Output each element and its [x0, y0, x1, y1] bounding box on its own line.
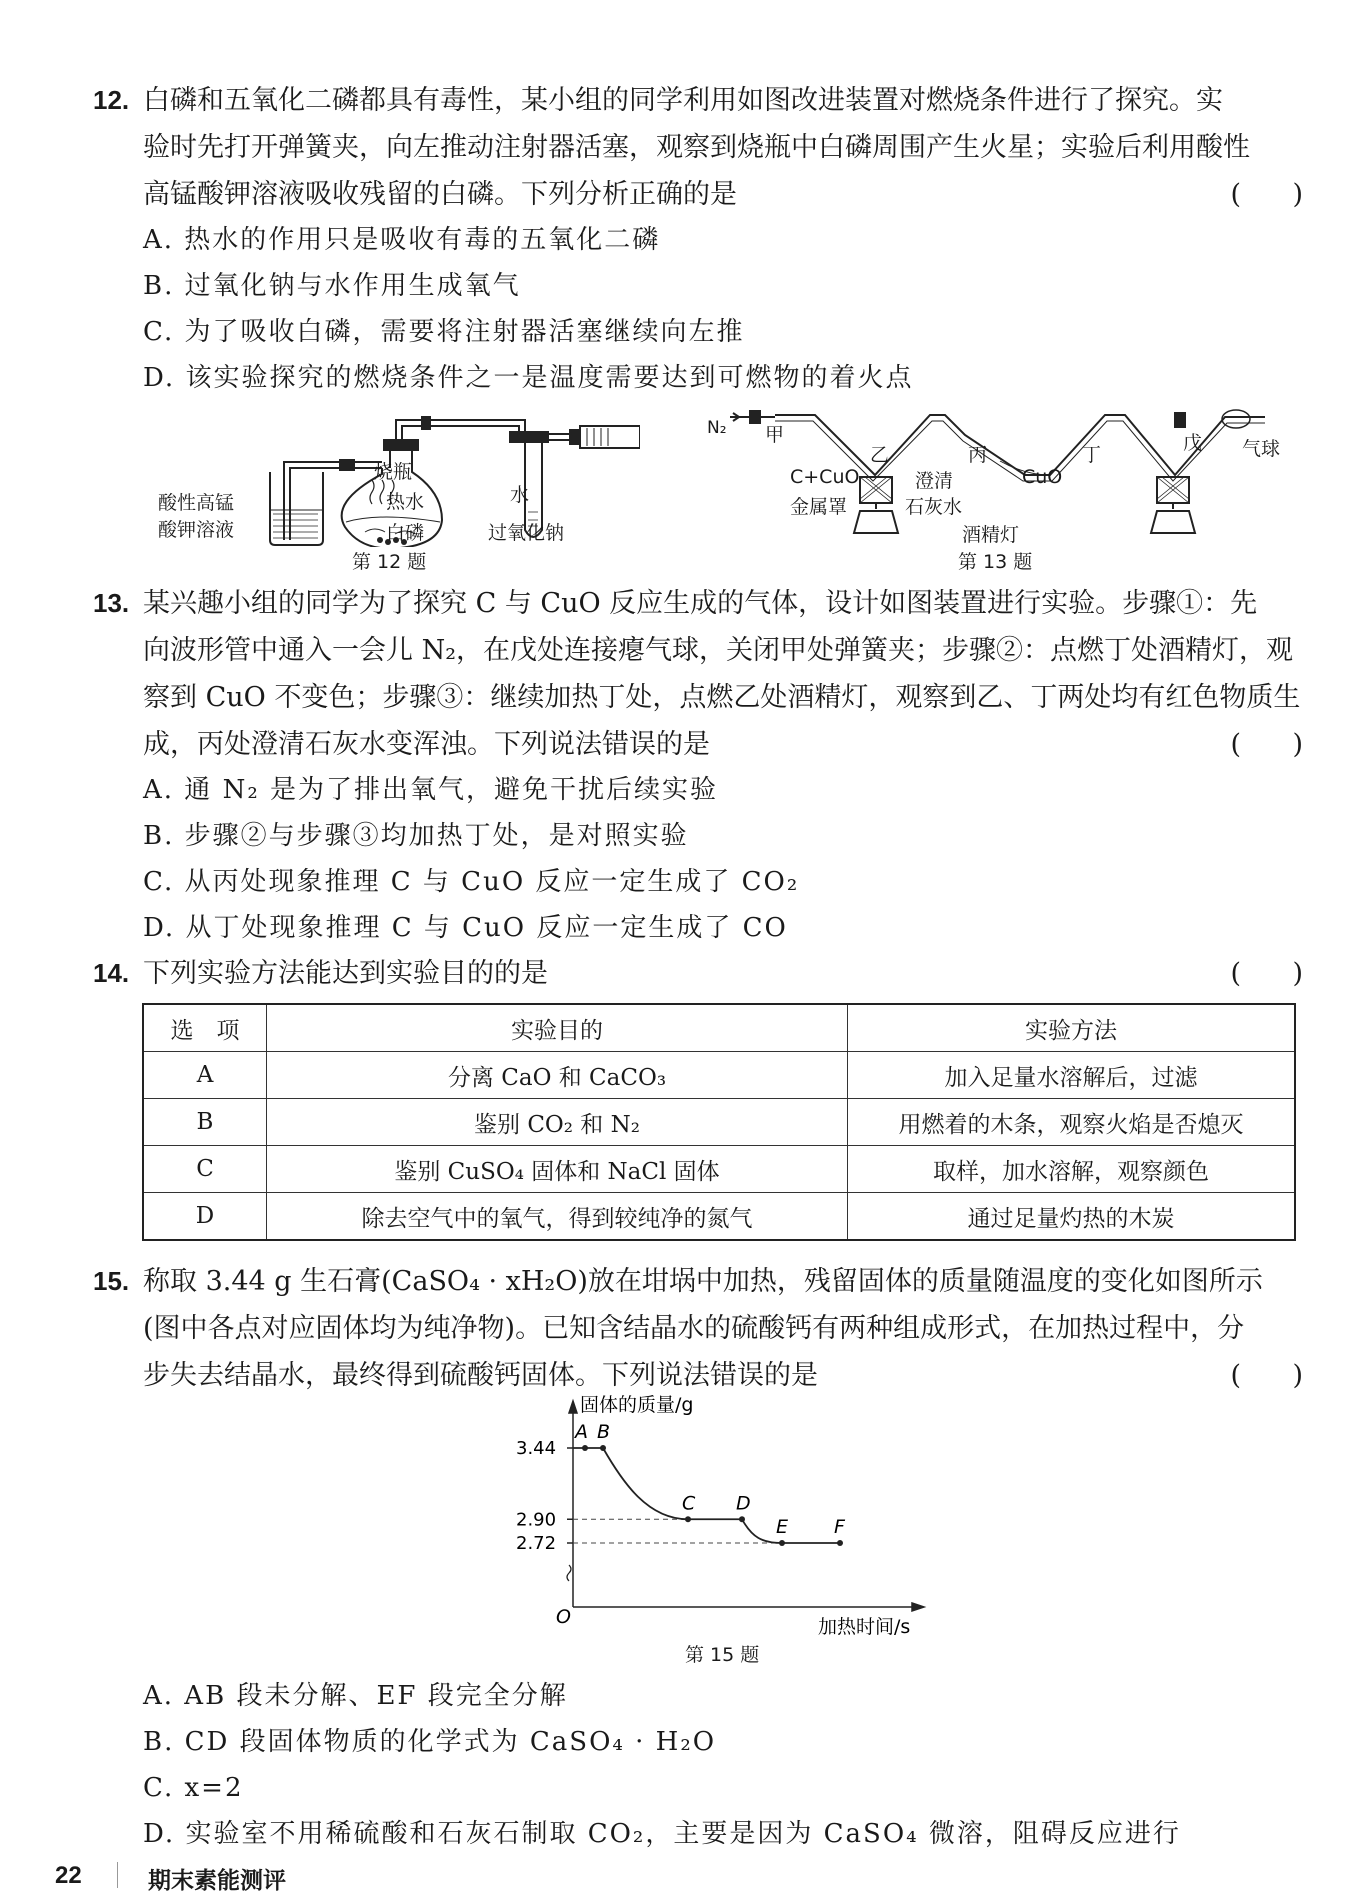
- header-purpose: 实验目的: [267, 1004, 848, 1052]
- page-number: 22: [55, 1862, 82, 1889]
- y-tick-label: 3.44: [516, 1438, 557, 1459]
- label-lamp: 酒精灯: [962, 524, 1020, 546]
- cell-purpose: 鉴别 CO₂ 和 N₂: [267, 1099, 848, 1146]
- label-yi: 乙: [870, 444, 890, 466]
- cell-option: A: [143, 1052, 267, 1099]
- option-b: B. 过氧化钠与水作用生成氧气: [143, 271, 521, 301]
- header-option: 选 项: [143, 1004, 267, 1052]
- label-metal-cover: 金属罩: [790, 496, 848, 518]
- y-tick-label: 2.90: [516, 1509, 557, 1531]
- stem-line: 白磷和五氧化二磷都具有毒性，某小组的同学利用如图改进装置对燃烧条件进行了探究。实: [143, 85, 1223, 116]
- question-14: [93, 950, 1303, 997]
- cell-purpose: 分离 CaO 和 CaCO₃: [267, 1052, 848, 1099]
- table-row: [143, 1193, 1295, 1241]
- question-stem: [143, 950, 1303, 997]
- stem-line: 察到 CuO 不变色；步骤③：继续加热丁处，点燃乙处酒精灯，观察到乙、丁两处均有红色物质生: [143, 682, 1301, 713]
- x-axis-label: 加热时间/s: [818, 1616, 911, 1635]
- table-row: [143, 1052, 1295, 1099]
- question-13: [93, 580, 1303, 768]
- data-point-c: [685, 1516, 691, 1522]
- label-limewater-2: 石灰水: [905, 496, 963, 518]
- experiment-table: [142, 1003, 1296, 1241]
- cell-option: C: [143, 1146, 267, 1193]
- label-wu: 戊: [1183, 432, 1203, 454]
- question-15: [93, 1258, 1303, 1399]
- option-b: B. CD 段固体物质的化学式为 CaSO₄ · H₂O: [143, 1727, 717, 1757]
- origin-label: O: [556, 1606, 571, 1628]
- series-line: [573, 1448, 840, 1543]
- table-row: [143, 1099, 1295, 1146]
- stem-line: 高锰酸钾溶液吸收残留的白磷。下列分析正确的是: [143, 179, 737, 210]
- footer-title: 期末素能测评: [148, 1868, 286, 1894]
- option-a: A. 通 N₂ 是为了排出氧气，避免干扰后续实验: [143, 775, 719, 805]
- stem-line: 下列实验方法能达到实验目的的是: [143, 958, 548, 989]
- question-12: [93, 77, 1303, 218]
- label-balloon: 气球: [1242, 438, 1281, 460]
- point-label: B: [597, 1421, 611, 1443]
- label-acid-2: 酸钾溶液: [158, 519, 235, 541]
- point-label: C: [682, 1492, 696, 1515]
- label-limewater-1: 澄清: [915, 470, 954, 492]
- stem-line: 步失去结晶水，最终得到硫酸钙固体。下列说法错误的是: [143, 1360, 818, 1391]
- question-stem: [143, 1258, 1303, 1399]
- option-d: D. 实验室不用稀硫酸和石灰石制取 CO₂，主要是因为 CaSO₄ 微溶，阻碍反应进行: [143, 1819, 1181, 1849]
- point-label: E: [776, 1516, 789, 1538]
- stem-line: 向波形管中通入一会儿 N₂，在戊处连接瘪气球，关闭甲处弹簧夹；步骤②：点燃丁处酒精灯，观: [143, 635, 1294, 666]
- option-c: C. x=2: [143, 1773, 244, 1803]
- data-point-f: [837, 1540, 843, 1546]
- answer-paren: ( ): [1230, 1360, 1303, 1391]
- question-number: 15.: [93, 1266, 130, 1296]
- label-water: 水: [510, 484, 530, 506]
- table-header-row: [143, 1004, 1295, 1052]
- option-d: D. 从丁处现象推理 C 与 CuO 反应一定生成了 CO: [143, 913, 788, 943]
- question-stem: [143, 77, 1303, 218]
- label-ding: 丁: [1082, 444, 1102, 466]
- header-method: 实验方法: [848, 1004, 1296, 1052]
- data-point-e: [779, 1540, 785, 1546]
- stem-line: 某兴趣小组的同学为了探究 C 与 CuO 反应生成的气体，设计如图装置进行实验。步骤①：先: [143, 588, 1258, 619]
- cell-purpose: 鉴别 CuSO₄ 固体和 NaCl 固体: [267, 1146, 848, 1193]
- point-label: D: [736, 1492, 751, 1515]
- cell-method: 通过足量灼热的木炭: [848, 1193, 1296, 1241]
- question-stem: [143, 580, 1303, 768]
- figure-12-caption: 第 12 题: [352, 551, 427, 573]
- label-sodium-peroxide: 过氧化钠: [488, 522, 565, 544]
- label-c-cuo: C+CuO: [790, 466, 860, 488]
- option-c: C. 从丙处现象推理 C 与 CuO 反应一定生成了 CO₂: [143, 867, 800, 897]
- footer-divider: [117, 1862, 118, 1888]
- option-a: A. AB 段未分解、EF 段完全分解: [143, 1681, 568, 1711]
- option-c: C. 为了吸收白磷，需要将注射器活塞继续向左推: [143, 317, 745, 347]
- option-d: D. 该实验探究的燃烧条件之一是温度需要达到可燃物的着火点: [143, 363, 914, 393]
- y-axis-label: 固体的质量/g: [580, 1395, 694, 1416]
- y-axis-arrow: [569, 1401, 577, 1413]
- question-number: 12.: [93, 85, 130, 115]
- balloon-icon: [1212, 405, 1252, 435]
- option-b: B. 步骤②与步骤③均加热丁处，是对照实验: [143, 821, 689, 851]
- axis-break: [567, 1565, 571, 1581]
- label-cuo: CuO: [1022, 466, 1063, 488]
- mass-vs-time-chart: [500, 1395, 950, 1635]
- question-number: 14.: [93, 958, 130, 988]
- cell-purpose: 除去空气中的氧气，得到较纯净的氮气: [267, 1193, 848, 1241]
- stem-line: 验时先打开弹簧夹，向左推动注射器活塞，观察到烧瓶中白磷周围产生火星；实验后利用酸性: [143, 132, 1250, 163]
- table-row: [143, 1146, 1295, 1193]
- label-jia: 甲: [765, 424, 785, 446]
- option-a: A. 热水的作用只是吸收有毒的五氧化二磷: [143, 225, 661, 255]
- point-label: F: [834, 1516, 845, 1538]
- point-label: A: [575, 1421, 588, 1443]
- cell-method: 用燃着的木条，观察火焰是否熄灭: [848, 1099, 1296, 1146]
- cell-option: D: [143, 1193, 267, 1241]
- stem-line: 称取 3.44 g 生石膏(CaSO₄ · xH₂O)放在坩埚中加热，残留固体的质量随温度的变化如图所示: [143, 1266, 1263, 1297]
- answer-paren: ( ): [1230, 179, 1303, 210]
- stem-line: 成，丙处澄清石灰水变浑浊。下列说法错误的是: [143, 729, 710, 760]
- label-hot-water: 热水: [386, 491, 425, 513]
- y-tick-label: 2.72: [516, 1533, 557, 1554]
- answer-paren: ( ): [1230, 958, 1303, 989]
- figure-15-caption: 第 15 题: [685, 1644, 760, 1666]
- data-point-a: [582, 1445, 588, 1451]
- label-n2: N₂: [707, 418, 727, 438]
- cell-method: 加入足量水溶解后，过滤: [848, 1052, 1296, 1099]
- label-white-phosphorus: 白磷: [386, 522, 425, 544]
- label-bing: 丙: [968, 444, 988, 466]
- cell-option: B: [143, 1099, 267, 1146]
- answer-paren: ( ): [1230, 729, 1303, 760]
- stem-line: (图中各点对应固体均为纯净物)。已知含结晶水的硫酸钙有两种组成形式，在加热过程中，分: [143, 1313, 1245, 1344]
- cell-method: 取样，加水溶解，观察颜色: [848, 1146, 1296, 1193]
- question-number: 13.: [93, 588, 130, 618]
- x-axis-arrow: [912, 1603, 924, 1611]
- data-point-d: [739, 1516, 745, 1522]
- label-acid-1: 酸性高锰: [158, 492, 235, 514]
- data-point-b: [600, 1445, 606, 1451]
- figure-13-caption: 第 13 题: [958, 551, 1033, 573]
- label-flask: 烧瓶: [374, 461, 413, 483]
